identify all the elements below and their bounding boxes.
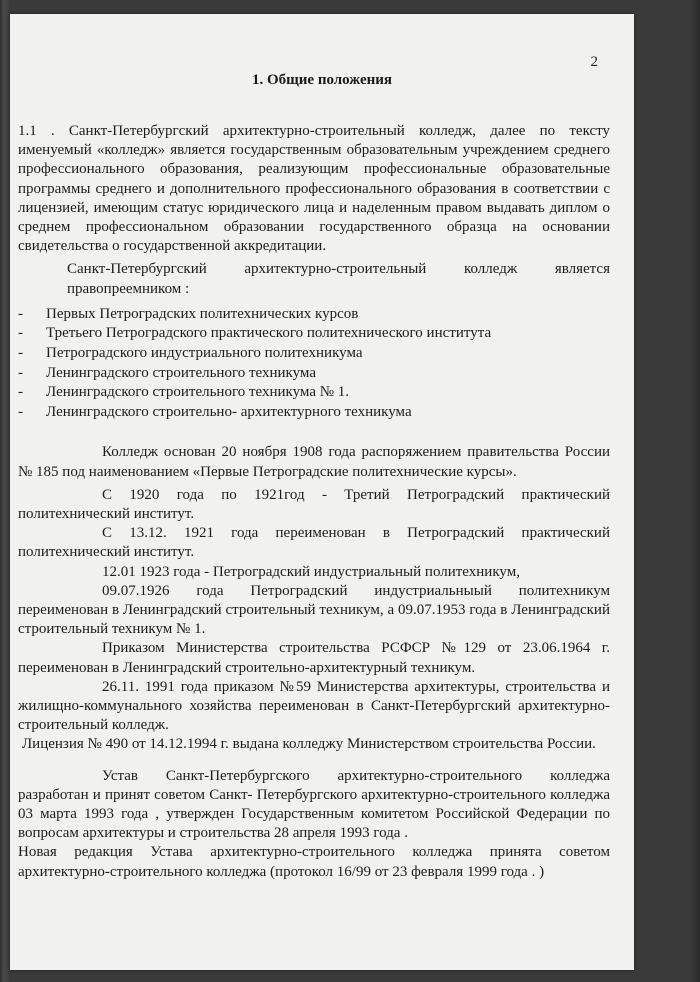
successor-word: является xyxy=(554,261,610,278)
history-paragraph: Приказом Министерства строительства РСФСР №129 от 23.06.1964 г. переименован в Ленинградский строительно-архитектурный техникум. xyxy=(18,640,610,676)
list-item xyxy=(18,344,610,364)
page-number: 2 xyxy=(590,54,598,70)
history-paragraph: С 13.12. 1921 года переименован в Петроградский практический политехнический институт. xyxy=(18,525,610,561)
list-item xyxy=(18,324,610,344)
list-marker: - xyxy=(18,384,23,401)
predecessor-list xyxy=(18,305,610,423)
list-item-text: Третьего Петроградского практического политехнического института xyxy=(46,325,492,342)
list-item-text: Ленинградского строительного техникума № 1. xyxy=(46,384,350,401)
new-edition-paragraph: Новая редакция Устава архитектурно-строительного колледжа принята советом архитектурно-строительного колледжа (протокол 16/99 от 23 февраля 1999 года . ) xyxy=(18,844,610,880)
history-paragraph: 12.01 1923 года - Петроградский индустриальный политехникум, xyxy=(102,563,520,580)
list-marker: - xyxy=(18,403,23,420)
list-item xyxy=(18,305,610,325)
list-item-text: Ленинградского строительно- архитектурного техникума xyxy=(46,403,412,420)
successor-line xyxy=(67,260,610,279)
list-item xyxy=(18,403,610,423)
history-paragraph: С 1920 года по 1921год - Третий Петроградский практический политехнический институт. xyxy=(18,486,610,522)
history-paragraph: 26.11. 1991 года приказом №59 Министерства архитектуры, строительства и жилищно-коммунального хозяйства переименован в Санкт-Петербургский архитектурно-строительный колледж. xyxy=(18,678,610,734)
history-paragraph: Колледж основан 20 ноября 1908 года распоряжением правительства России № 185 под наименованием «Первые Петроградские политехнические курсы». xyxy=(18,444,610,480)
intro-paragraph: 1.1 . Санкт-Петербургский архитектурно-строительный колледж, далее по тексту именуемый «колледж» является государственным образовательным учреждением среднего профессионального образования, реализующим профессиональные образовательные программы среднего и дополнительного профессионального образования в соответствии с лицензией, имеющим статус юридического лица и наделенным правом выдавать диплом о среднем профессиональном образовании государственного образца на основании свидетельства о государственной аккредитации. xyxy=(18,123,610,255)
charter-paragraph: Устав Санкт-Петербургского архитектурно-строительного колледжа разработан и принят советом Санкт- Петербургского архитектурно-строительного колледжа 03 марта 1993 года , утвержден Государственным комитетом Российской Федерации по вопросам архитектуры и строительства 28 апреля 1993 года . xyxy=(18,767,610,842)
list-item-text: Петроградского индустриального политехникума xyxy=(46,345,363,362)
list-marker: - xyxy=(18,305,23,322)
successor-word: колледж xyxy=(463,261,518,278)
section-heading: 1. Общие положения xyxy=(251,72,393,88)
successor-word: Санкт-Петербургский xyxy=(67,261,207,278)
successor-statement xyxy=(18,260,610,298)
document-body xyxy=(18,122,610,882)
history-paragraph: 09.07.1926 года Петроградский индустриальныый политехникум переименован в Ленинградский строительный техникум, а 09.07.1953 года в Ленинградский строительный техникум № 1. xyxy=(18,582,610,638)
list-item xyxy=(18,364,610,384)
document-page xyxy=(10,14,634,970)
successor-line: правопреемником : xyxy=(67,280,190,297)
successor-word: архитектурно-строительный xyxy=(244,261,427,278)
list-marker: - xyxy=(18,325,23,342)
license-paragraph: Лицензия № 490 от 14.12.1994 г. выдана колледжу Министерством строительства России. xyxy=(22,736,596,753)
list-marker: - xyxy=(18,364,23,381)
list-item xyxy=(18,383,610,403)
list-item-text: Ленинградского строительного техникума xyxy=(46,364,316,381)
list-item-text: Первых Петроградских политехнических курсов xyxy=(46,305,359,322)
list-marker: - xyxy=(18,345,23,362)
